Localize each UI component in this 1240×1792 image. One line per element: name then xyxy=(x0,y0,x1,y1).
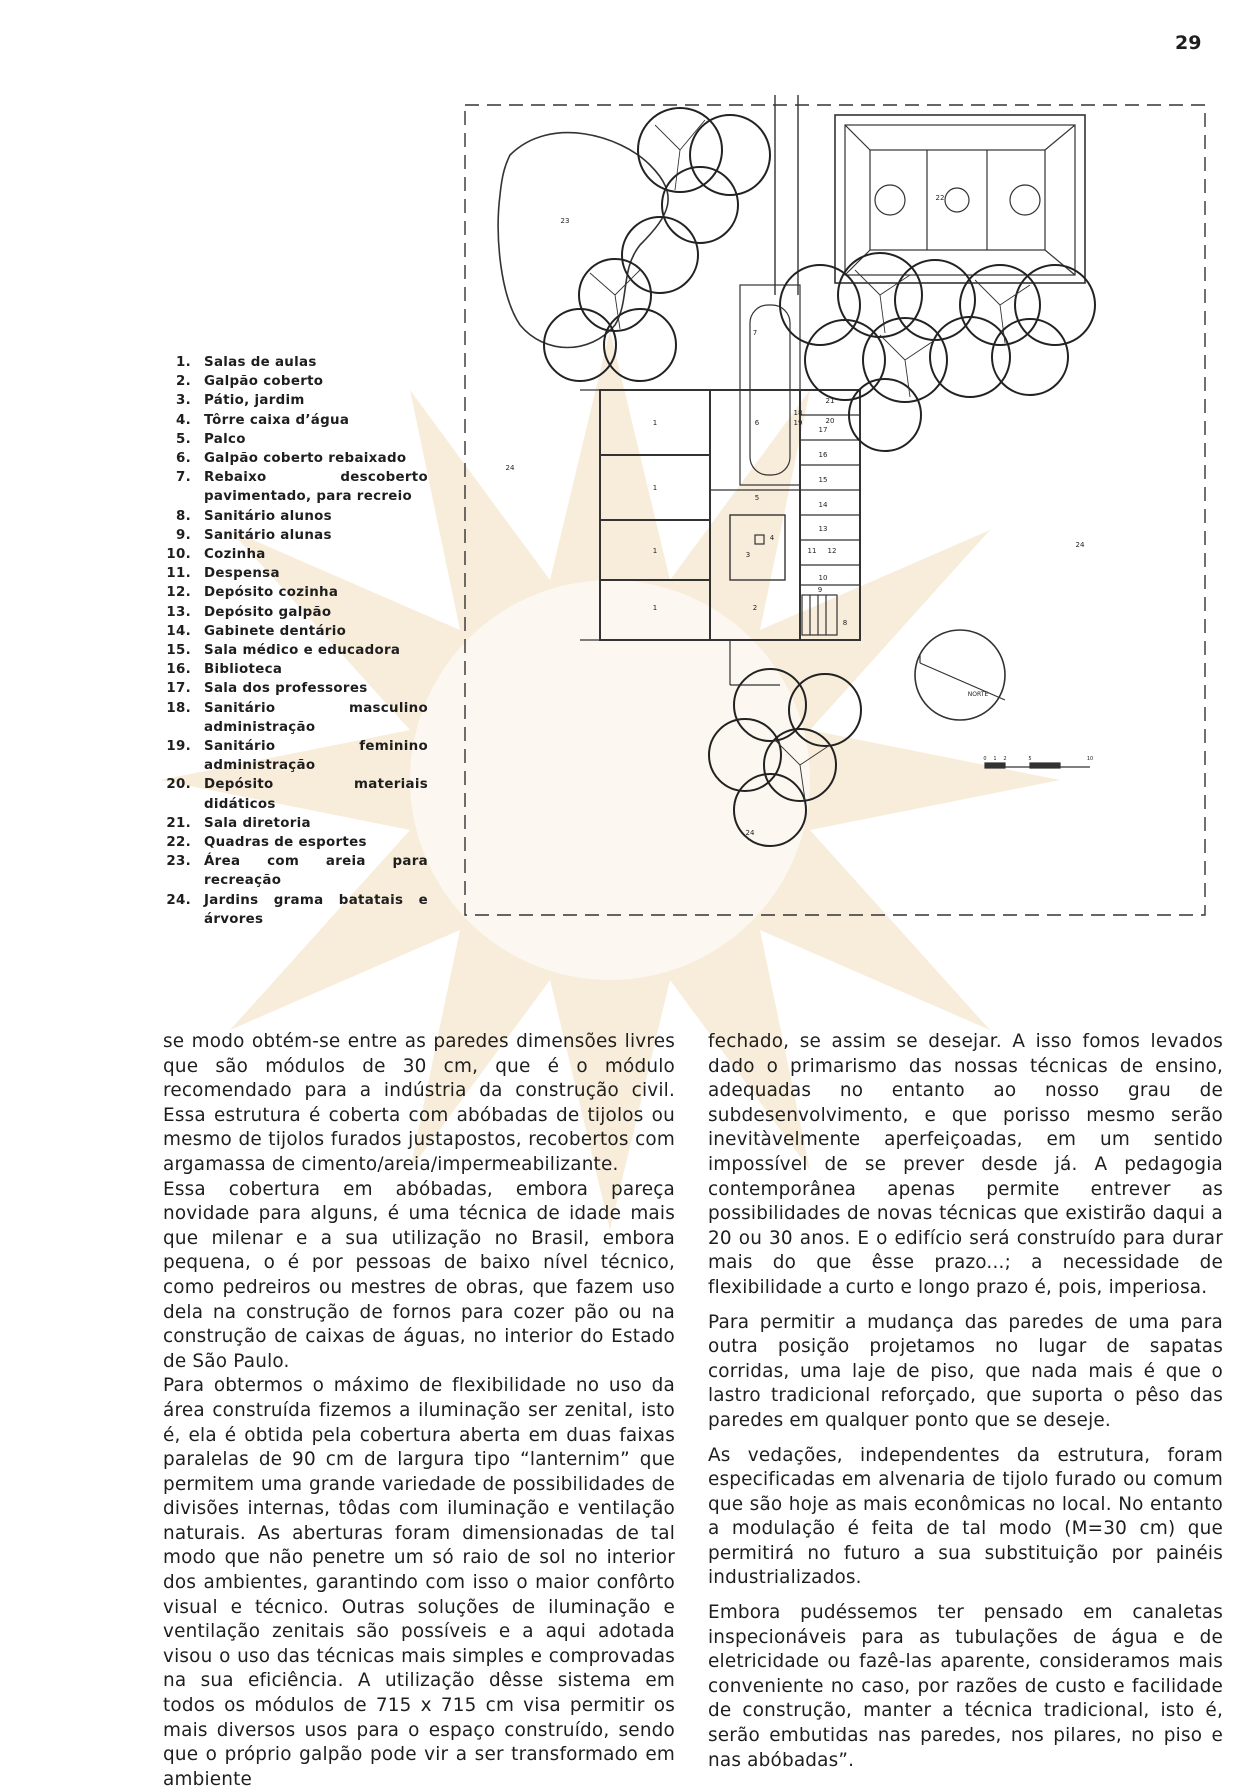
legend-item xyxy=(148,468,428,506)
legend-text: Área com areia para recreação xyxy=(204,854,428,889)
legend-item xyxy=(148,852,428,890)
north-label: NORTE xyxy=(967,691,989,698)
plan-label-16: 16 xyxy=(818,451,828,459)
plan-label-24: 24 xyxy=(1075,541,1085,549)
plan-label-3: 3 xyxy=(745,551,751,559)
plan-label-21: 21 xyxy=(825,397,835,405)
plan-label-13: 13 xyxy=(818,525,828,533)
legend-number: 2. xyxy=(175,374,191,390)
legend-item xyxy=(148,391,428,410)
legend-text: Salas de aulas xyxy=(204,355,317,370)
legend-item xyxy=(148,814,428,833)
legend-number: 16. xyxy=(166,662,191,678)
legend-number: 11. xyxy=(166,566,191,582)
legend-item xyxy=(148,545,428,564)
legend-text: Tôrre caixa d’água xyxy=(204,412,350,428)
plan-label-24: 24 xyxy=(745,829,755,837)
legend-item xyxy=(148,891,428,929)
legend-number: 21. xyxy=(166,815,191,831)
plan-label-6: 6 xyxy=(754,419,760,427)
legend-number: 20. xyxy=(166,777,191,793)
plan-label-20: 20 xyxy=(825,417,835,425)
legend-number: 18. xyxy=(166,700,191,716)
legend-text: Palco xyxy=(204,431,246,447)
legend-item xyxy=(148,564,428,583)
scale-label: 2 xyxy=(1003,756,1007,762)
legend-item xyxy=(148,679,428,698)
legend-item xyxy=(148,603,428,622)
plan-label-1: 1 xyxy=(652,547,658,555)
legend-item xyxy=(148,411,428,430)
paragraph: Essa cobertura em abóbadas, embora pareça novidade para alguns, é uma técnica de idade mais que milenar e a sua utilização no Brasil, embora pequena, o é por pessoas de baixo nível técnico, como pedreiros ou mestres de obras, que fazem uso dela na construção de fornos para cozer pão ou na construção de caixas de águas, no interior do Estado de São Paulo. xyxy=(163,1178,675,1372)
legend-item xyxy=(148,526,428,545)
legend-text: Pátio, jardim xyxy=(204,393,305,409)
legend-text: Depósito galpão xyxy=(204,604,332,620)
plan-label-11: 11 xyxy=(807,547,817,555)
legend-text: Jardins grama batatais e árvores xyxy=(204,892,428,927)
legend-number: 22. xyxy=(166,835,191,851)
site-plan xyxy=(440,95,1220,925)
legend-text: Gabinete dentário xyxy=(204,623,347,639)
legend-text: Galpão coberto xyxy=(204,374,324,390)
plan-label-15: 15 xyxy=(818,476,828,484)
legend-text: Sala médico e educadora xyxy=(204,643,401,659)
legend-number: 23. xyxy=(166,854,191,870)
legend-number: 15. xyxy=(166,643,191,659)
plan-label-14: 14 xyxy=(818,501,828,509)
legend-number: 6. xyxy=(175,451,191,467)
legend-text: Rebaixo descoberto pavimentado, para recreio xyxy=(204,470,428,505)
legend-item xyxy=(148,737,428,775)
plan-label-18: 18 xyxy=(793,409,803,417)
plan-label-2: 2 xyxy=(752,604,758,612)
paragraph: Para obtermos o máximo de flexibilidade no uso da área construída fizemos a iluminação ser zenital, isto é, ela é obtida pela cobertura aberta em duas faixas paralelas de 90 cm de largura tipo “lanternim” que permitem uma grande variedade de possibilidades de divisões internas, tôdas com iluminação e ventilação naturais. As aberturas foram dimensionadas de tal modo que não penetre um só raio de sol no interior dos ambientes, garantindo com isso o maior confôrto visual e técnico. Outras soluções de iluminação e ventilação zenitais são possíveis e a aqui adotada visou o uso das técnicas mais simples e comprovadas na sua eficiência. A utilização dêsse sistema em todos os módulos de 715 x 715 cm visa permitir os mais diversos usos para o espaço construído, sendo que o próprio galpão pode vir a ser transformado em ambiente xyxy=(163,1375,675,1790)
legend-item xyxy=(148,353,428,372)
legend-text: Sanitário masculino administração xyxy=(204,700,428,735)
legend-text: Quadras de esportes xyxy=(204,835,367,851)
legend-number: 10. xyxy=(166,547,191,563)
legend-number: 24. xyxy=(166,892,191,908)
legend-number: 12. xyxy=(166,585,191,601)
legend-text: Cozinha xyxy=(204,547,266,563)
legend-text: Depósito materiais didáticos xyxy=(204,777,428,812)
legend-item xyxy=(148,660,428,679)
plan-label-8: 8 xyxy=(842,619,848,627)
legend-item xyxy=(148,833,428,852)
scale-label: 5 xyxy=(1028,756,1032,762)
legend-text: Sanitário alunas xyxy=(204,527,332,543)
text-column-right xyxy=(708,1030,1223,1783)
plan-label-19: 19 xyxy=(793,419,803,427)
legend-item xyxy=(148,641,428,660)
paragraph: se modo obtém-se entre as paredes dimensões livres que são módulos de 30 cm, que é o módulo recomendado para a indústria da construção civil. Essa estrutura é coberta com abóbadas de tijolos ou mesmo de tijolos furados justapostos, recobertos com argamassa de cimento/areia/impermeabilizante. xyxy=(163,1031,675,1175)
plan-label-1: 1 xyxy=(652,604,658,612)
scale-label: 10 xyxy=(1086,756,1094,762)
legend-number: 9. xyxy=(175,527,191,543)
plan-label-5: 5 xyxy=(754,494,760,502)
legend-item xyxy=(148,699,428,737)
plan-label-10: 10 xyxy=(818,574,828,582)
plan-label-12: 12 xyxy=(827,547,837,555)
legend-text: Biblioteca xyxy=(204,662,283,678)
legend-item xyxy=(148,775,428,813)
paragraph: Para permitir a mudança das paredes de uma para outra posição projetamos no lugar de sapatas corridas, uma laje de piso, que nada mais é que o lastro tradicional reforçado, que suporta o pêso das paredes em qualquer ponto que se deseje. xyxy=(708,1311,1223,1431)
legend-number: 7. xyxy=(175,470,191,486)
scale-label: 0 xyxy=(983,756,987,762)
legend-number: 17. xyxy=(166,681,191,697)
legend-number: 3. xyxy=(175,393,191,409)
legend-item xyxy=(148,507,428,526)
plan-label-1: 1 xyxy=(652,419,658,427)
legend-text: Galpão coberto rebaixado xyxy=(204,451,407,467)
plan-label-7: 7 xyxy=(752,329,758,337)
legend-number: 14. xyxy=(166,623,191,639)
legend-text: Despensa xyxy=(204,566,280,582)
paragraph: fechado, se assim se desejar. A isso fomos levados dado o primarismo das nossas técnicas de ensino, adequadas no entanto ao nosso grau de subdesenvolvimento, e que porisso mesmo serão inevitàvelmente aperfeiçoadas, em um sentido impossível de se prever desde já. A pedagogia contemporânea apenas permite entrever as possibilidades de novas técnicas que existirão daqui a 20 ou 30 anos. E o edifício será construído para durar mais do que êsse prazo...; a necessidade de flexibilidade a curto e longo prazo é, pois, imperiosa. xyxy=(708,1031,1223,1298)
legend-number: 1. xyxy=(175,355,191,370)
paragraph: As vedações, independentes da estrutura, foram especificadas em alvenaria de tijolo furado ou comum que são hoje as mais econômicas no local. No entanto a modulação é feita de tal modo (M=30 cm) que permitirá no futuro a sua substituição por painéis industrializados. xyxy=(708,1444,1223,1589)
plan-label-4: 4 xyxy=(769,534,775,542)
legend-item xyxy=(148,583,428,602)
legend-item xyxy=(148,622,428,641)
legend-number: 13. xyxy=(166,604,191,620)
legend-number: 8. xyxy=(175,508,191,524)
legend-number: 4. xyxy=(175,412,191,428)
legend-text: Sanitário alunos xyxy=(204,508,332,524)
legend-item xyxy=(148,372,428,391)
legend-text: Depósito cozinha xyxy=(204,585,339,601)
page-number: 29 xyxy=(1175,32,1202,54)
legend-text: Sala diretoria xyxy=(204,815,311,831)
legend-item xyxy=(148,430,428,449)
plan-label-9: 9 xyxy=(817,586,823,594)
paragraph: Embora pudéssemos ter pensado em canaletas inspecionáveis para as tubulações de água e de eletricidade ou fazê-las aparente, consideramos mais conveniente no caso, por razões de custo e facilidade de construção, manter a técnica tradicional, isto é, serão embutidas nas paredes, nos pilares, no piso e nas abóbadas”. xyxy=(708,1602,1223,1771)
legend-item xyxy=(148,449,428,468)
plan-label-23: 23 xyxy=(560,217,570,225)
legend-number: 5. xyxy=(175,431,191,447)
legend-text: Sanitário feminino administração xyxy=(204,739,428,774)
plan-label-24: 24 xyxy=(505,464,515,472)
plan-label-17: 17 xyxy=(818,426,828,434)
plan-label-22: 22 xyxy=(935,194,945,202)
legend-text: Sala dos professores xyxy=(204,681,368,697)
scale-label: 1 xyxy=(993,756,997,762)
plan-legend xyxy=(148,353,428,929)
text-column-left xyxy=(163,1030,675,1792)
plan-label-1: 1 xyxy=(652,484,658,492)
legend-number: 19. xyxy=(166,739,191,755)
